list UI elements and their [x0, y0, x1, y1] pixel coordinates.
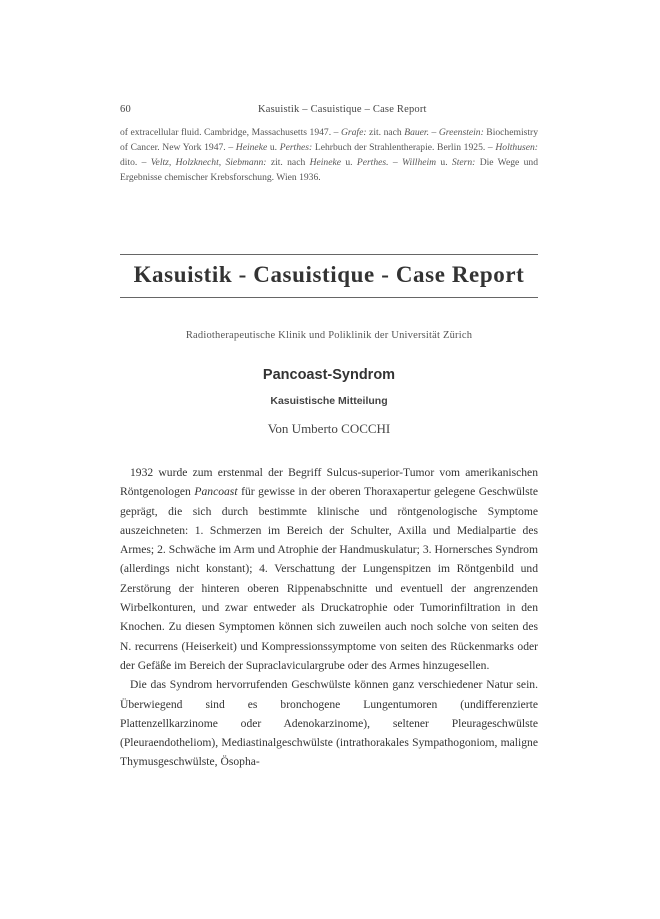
body-text: 1932 wurde zum erstenmal der Begriff Sulcus-superior-Tumor vom amerikanischen Röntgenologen: [120, 466, 538, 499]
ref-text: zit. nach: [266, 157, 310, 168]
ref-author: Heineke: [309, 157, 341, 168]
references-continued: [120, 125, 538, 185]
ref-text: dito. –: [120, 157, 151, 168]
institution: Radiotherapeutische Klinik und Poliklinik der Universität Zürich: [185, 330, 473, 341]
running-title: Kasuistik – Casuistique – Case Report: [258, 104, 427, 115]
ref-author: Holthusen:: [495, 142, 538, 153]
section-rule-bottom: [120, 297, 538, 298]
author-line: Von Umberto COCCHI: [267, 421, 391, 436]
ref-author: Heineke: [235, 142, 268, 153]
ref-text: –: [388, 157, 402, 168]
ref-text: zit. nach: [366, 127, 405, 138]
ref-author: Veltz, Holzknecht, Siebmann:: [150, 157, 267, 168]
ref-text: Die Wege und Ergebnisse chemischer Krebsforschung. Wien 1936.: [120, 157, 538, 183]
ref-text: u.: [267, 142, 280, 153]
ref-author: Bauer.: [404, 127, 429, 138]
ref-author: Willheim: [401, 157, 437, 168]
ref-text: –: [428, 127, 439, 138]
ref-author: Perthes.: [356, 157, 389, 168]
ref-text: u.: [436, 157, 452, 168]
body-text: für gewisse in der oberen Thoraxapertur gelegene Geschwülste geprägt, die sich durch bestimmte klinische und röntgenologische Symptome auszeichneten: 1. Schmerzen im Bereich der Schulter, Axilla und Medialpartie des Armes; 2. Schwäche im Arm und Atrophie der Handmuskulatur; 3. Hornersches Syndrom (allerdings nicht konstant); 4. Verschattung der Lungenspitzen im Röntgenbild und Zerstörung der hinteren oberen Rippenabschnitte und eventuell der angrenzenden Wirbelkonturen, und zwar entweder als Druckatrophie oder Tumorinfiltration in den Knochen. Zu diesen Symptomen können sich zuweilen auch noch solche von seiten des N. recurrens (Heiserkeit) und Kompressionssymptome von seiten des Rückenmarks oder der Gefäße im Bereich der Supraclaviculargrube oder des Armes hinzugesellen.: [120, 485, 538, 672]
body-paragraph: Die das Syndrom hervorrufenden Geschwülste können ganz verschiedener Natur sein. Überwiegend sind es bronchogene Lungentumoren (undifferenzierte Plattenzellkarzinome oder Adenokarzinome), seltener Pleurageschwülste (Pleuraendotheliom), Mediastinalgeschwülste (intrathorakales Sympathogoniom, maligne Thymusgeschwülste, Ösopha-: [120, 678, 538, 769]
ref-text: of extracellular fluid. Cambridge, Massachusetts 1947. –: [120, 127, 341, 138]
body-paragraph: [120, 463, 538, 675]
ref-text: Lehrbuch der Strahlentherapie. Berlin 1925. –: [312, 142, 496, 153]
ref-author: Greenstein:: [438, 127, 484, 138]
article-subtitle: Kasuistische Mitteilung: [270, 395, 388, 407]
section-title: Kasuistik - Casuistique - Case Report: [133, 262, 525, 287]
ref-text: Biochemistry of Cancer. New York 1947. –: [120, 127, 538, 153]
ref-author: Stern:: [451, 157, 476, 168]
article-title: Pancoast-Syndrom: [262, 367, 396, 383]
ref-author: Grafe:: [340, 127, 367, 138]
page-number: 60: [120, 104, 131, 115]
article-body: [120, 463, 538, 772]
ref-text: u.: [341, 157, 357, 168]
ref-author: Perthes:: [279, 142, 313, 153]
section-rule-top: [120, 254, 538, 255]
body-name: Pancoast: [194, 485, 238, 499]
